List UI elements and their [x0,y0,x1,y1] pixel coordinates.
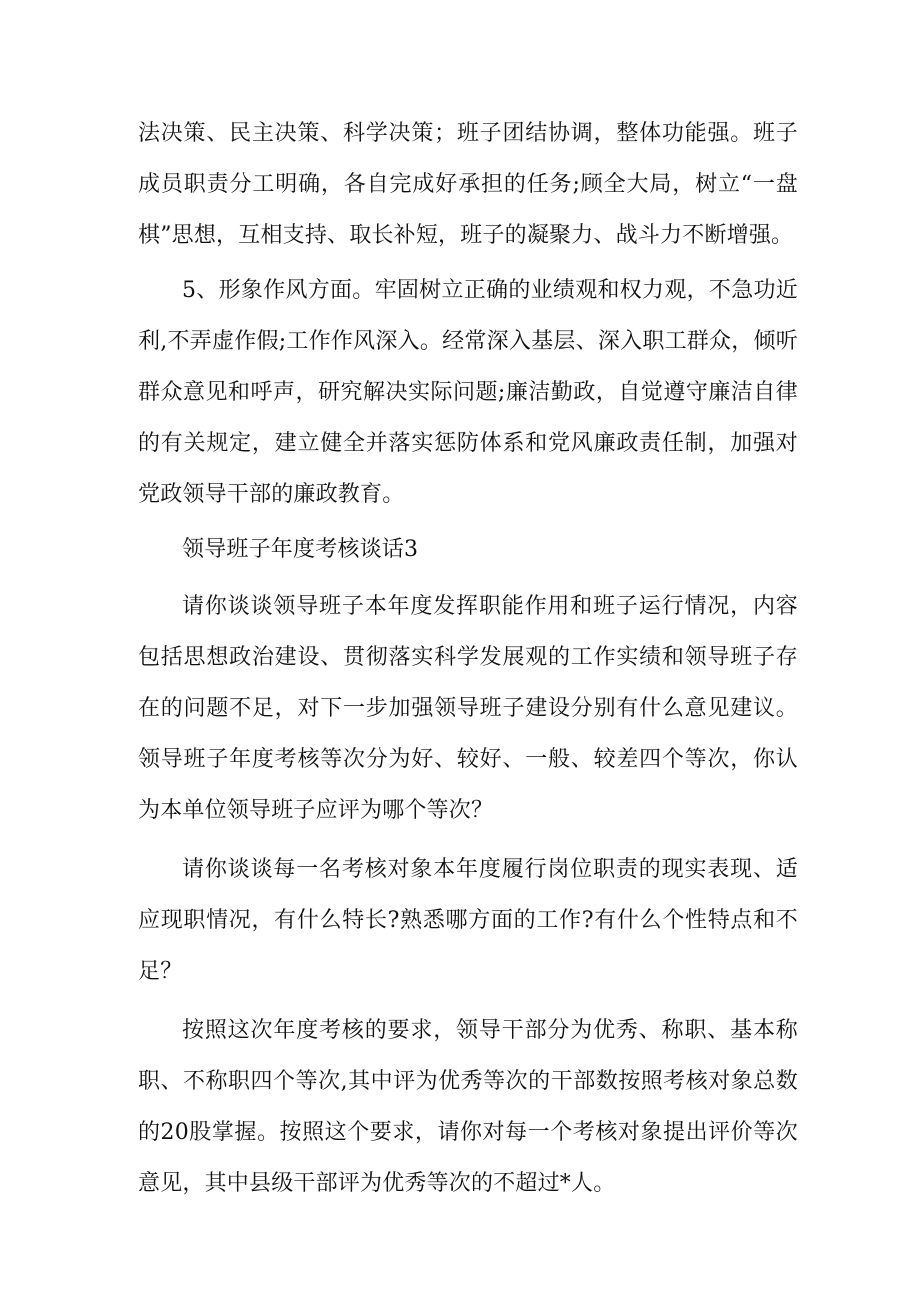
section-heading: 领导班子年度考核谈话3 [182,537,419,562]
paragraph-question-1: 请你谈谈领导班子本年度发挥职能作用和班子运行情况，内容包括思想政治建设、贯彻落实科学发展观的工作实绩和领导班子存在的问题不足，对下一步加强领导班子建设分别有什么意见建议。领导班子年度考核等次分为好、较好、一般、较差四个等次，你认为本单位领导班子应评为哪个等次？ [138,594,798,823]
paragraph-continuation: 法决策、民主决策、科学决策；班子团结协调，整体功能强。班子成员职责分工明确，各自完成好承担的任务;顾全大局，树立“一盘棋”思想，互相支持、取长补短，班子的凝聚力、战斗力不断增强。 [138,121,798,248]
paragraph-style-section: 5、形象作风方面。牢固树立正确的业绩观和权力观，不急功近利,不弄虚作假;工作作风深入。经常深入基层、深入职工群众，倾听群众意见和呼声，研究解决实际问题;廉洁勤政，自觉遵守廉洁自律的有关规定，建立健全并落实惩防体系和党风廉政责任制，加强对党政领导干部的廉政教育。 [138,278,798,507]
document-body [138,108,798,1209]
paragraph-question-2: 请你谈谈每一名考核对象本年度履行岗位职责的现实表现、适应现职情况，有什么特长?熟悉哪方面的工作?有什么个性特点和不足？ [138,857,798,984]
paragraph-question-3: 按照这次年度考核的要求，领导干部分为优秀、称职、基本称职、不称职四个等次,其中评为优秀等次的干部数按照考核对象总数的20股掌握。按照这个要求，请你对每一个考核对象提出评价等次意见，其中县级干部评为优秀等次的不超过*人。 [138,1018,798,1196]
